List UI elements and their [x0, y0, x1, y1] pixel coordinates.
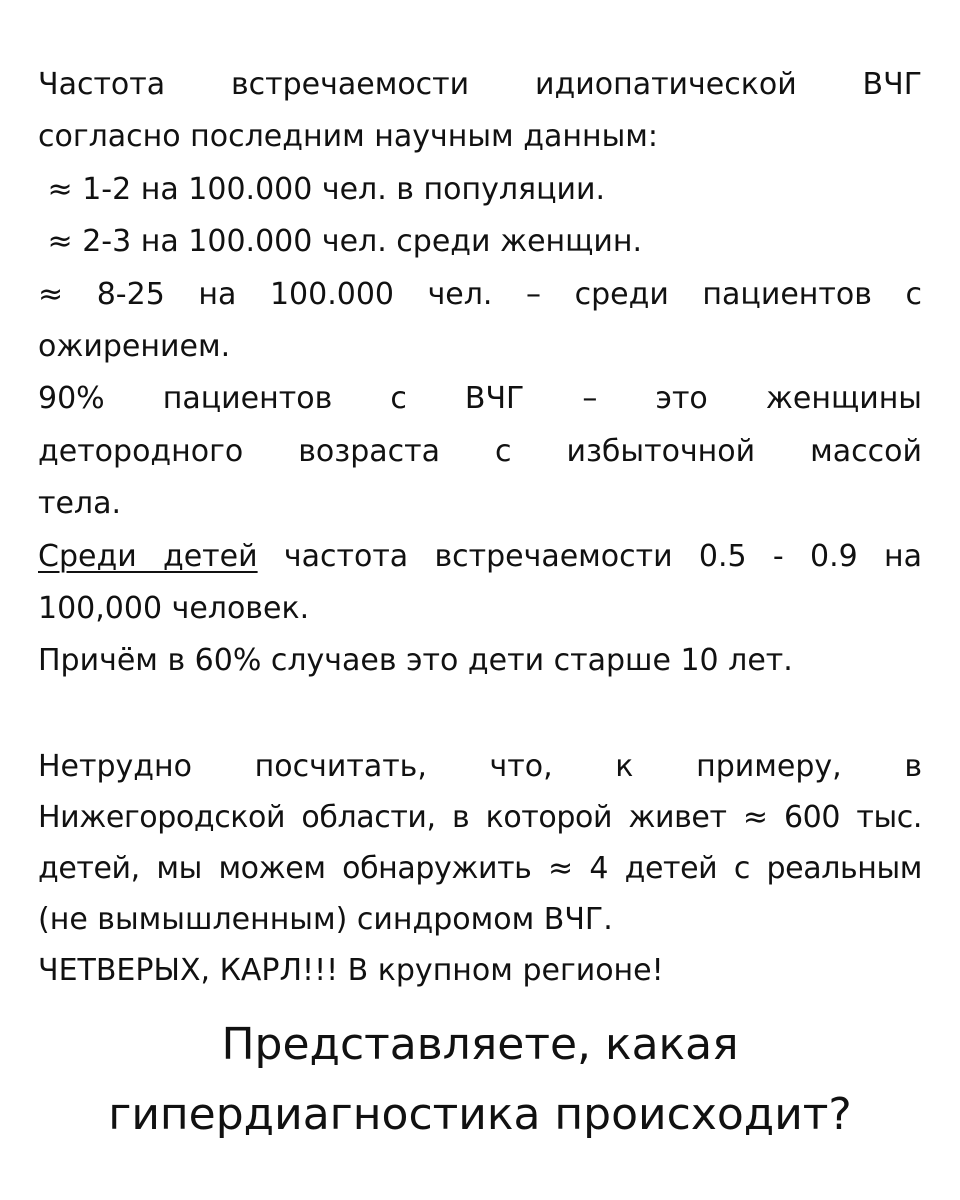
- text-line: ≈ 8-25 на 100.000 чел. – среди пациентов с: [38, 276, 922, 312]
- text-line: детородного возраста с избыточной массой: [38, 433, 922, 469]
- text-line: ≈ 1-2 на 100.000 чел. в популяции.: [38, 171, 606, 207]
- text-line: детей, мы можем обнаружить ≈ 4 детей с реальным: [38, 851, 922, 886]
- text-line: 100,000 человек.: [38, 590, 310, 626]
- text-line: 90% пациентов с ВЧГ – это женщины: [38, 381, 922, 417]
- calculation-paragraph: [38, 741, 922, 996]
- text-line: тела.: [38, 486, 122, 522]
- text-line: (не вымышленным) синдромом ВЧГ.: [38, 902, 613, 937]
- text-line: Нижегородской области, в которой живет ≈ 600 тыс.: [38, 800, 922, 835]
- text-line: ожирением.: [38, 328, 231, 364]
- text-line: Нетрудно посчитать, что, к примеру, в: [38, 749, 922, 784]
- conclusion-line-1: Представляете, какая: [221, 1019, 739, 1070]
- text-line: ЧЕТВЕРЫХ, КАРЛ!!! В крупном регионе!: [38, 953, 664, 988]
- text-line: Частота встречаемости идиопатической ВЧГ: [38, 67, 922, 102]
- underlined-phrase: Среди детей: [38, 538, 258, 574]
- text-line: ≈ 2-3 на 100.000 чел. среди женщин.: [38, 224, 643, 260]
- text-line: Причём в 60% случаев это дети старше 10 лет.: [38, 643, 793, 679]
- children-frequency-line: [38, 531, 922, 583]
- conclusion-line-2: гипердиагностика происходит?: [108, 1089, 852, 1140]
- statistics-paragraph: [38, 59, 922, 688]
- text-line: согласно последним научным данным:: [38, 119, 659, 155]
- text-segment: частота встречаемости 0.5 - 0.9 на: [257, 538, 923, 574]
